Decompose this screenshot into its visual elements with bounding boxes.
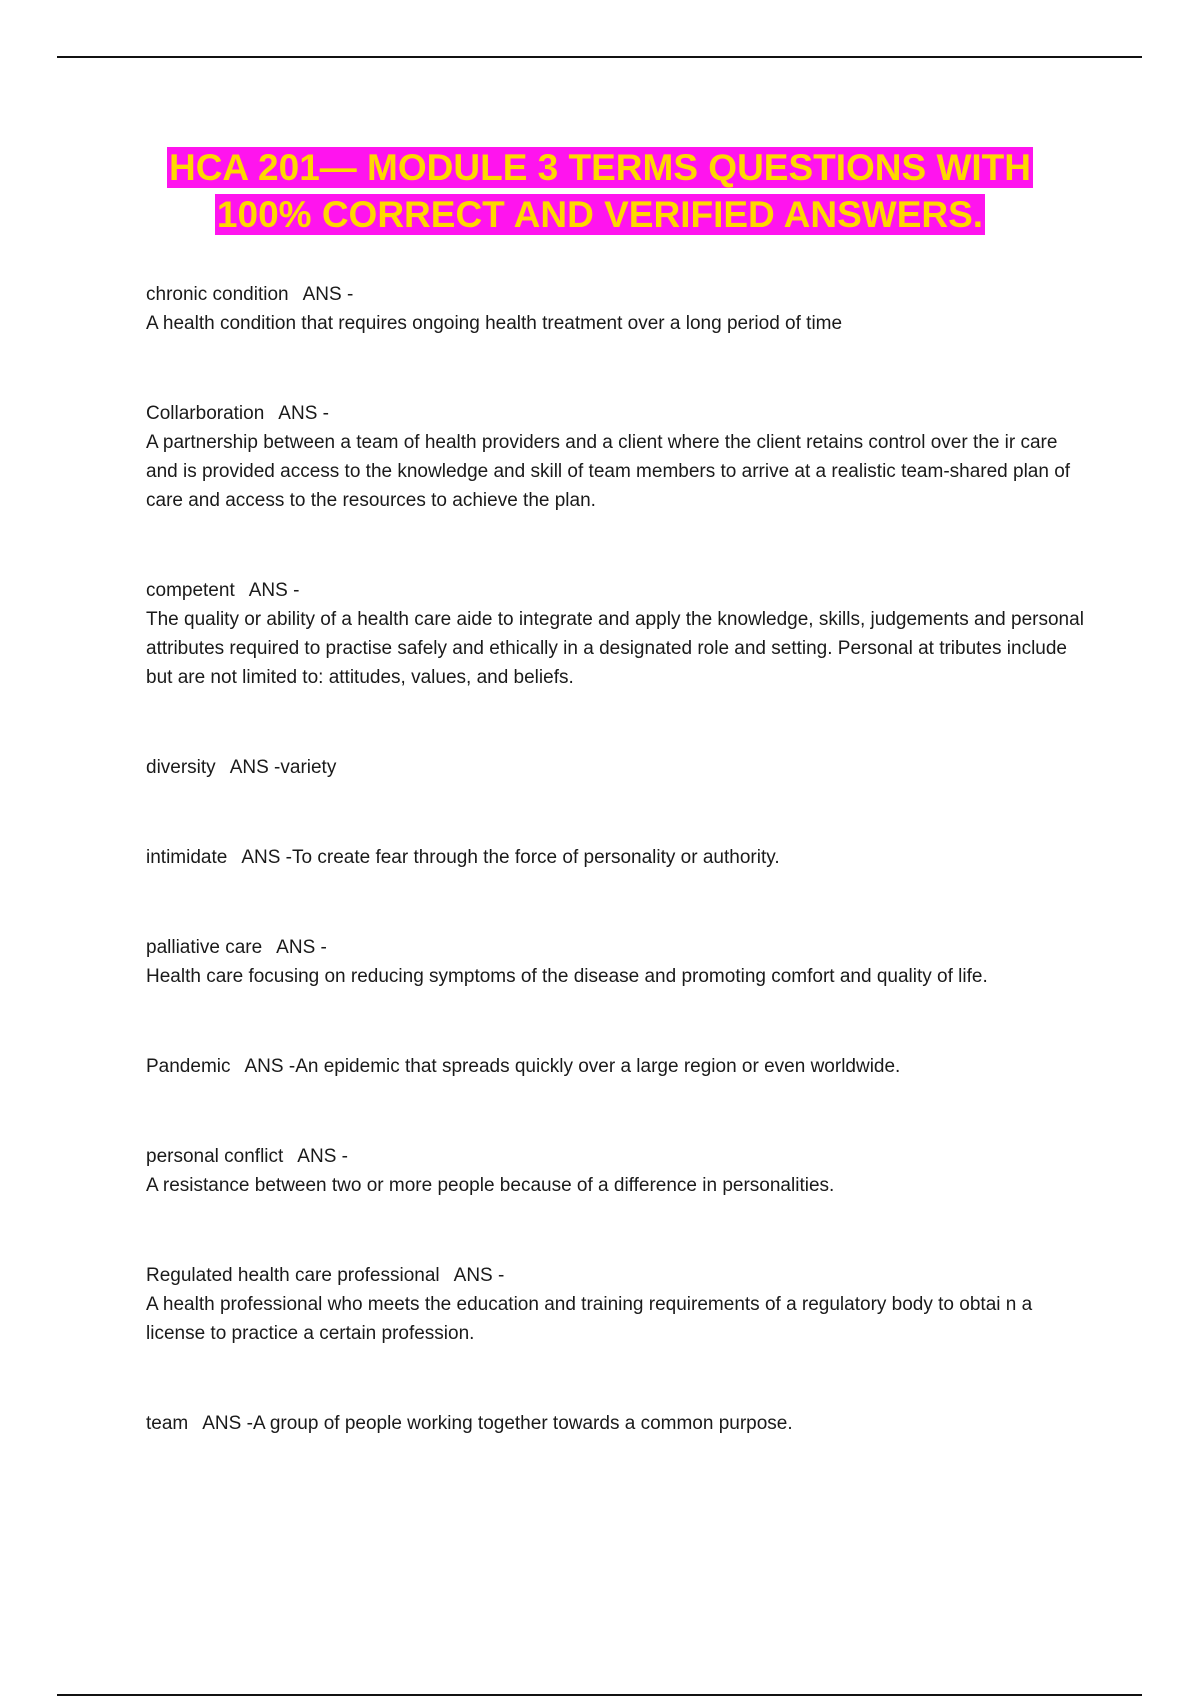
term-label: personal conflict	[146, 1146, 284, 1167]
ans-marker: ANS -	[241, 847, 293, 868]
list-item	[146, 1052, 1086, 1081]
term-definition: An epidemic that spreads quickly over a large region or even worldwide.	[295, 1056, 901, 1077]
page-top-rule	[57, 56, 1142, 58]
term-definition: To create fear through the force of personality or authority.	[292, 847, 780, 868]
term-definition: A health condition that requires ongoing health treatment over a long period of time	[146, 313, 843, 334]
term-label: team	[146, 1413, 189, 1434]
ans-marker: ANS -	[229, 757, 281, 778]
ans-marker: ANS -	[278, 403, 329, 424]
term-definition: A partnership between a team of health providers and a client where the client retains control over the ir care and is provided access to the knowledge and skill of team members to arrive at a realistic team-shared plan of care and access to the resources to achieve the plan.	[146, 432, 1071, 511]
term-label: chronic condition	[146, 284, 289, 305]
list-item	[146, 1142, 1086, 1200]
title-line-2: 100% CORRECT AND VERIFIED ANSWERS.	[216, 194, 984, 235]
term-definition: A group of people working together towards a common purpose.	[252, 1413, 793, 1434]
term-label: competent	[146, 580, 235, 601]
ans-marker: ANS -	[297, 1146, 348, 1167]
term-label: Pandemic	[146, 1056, 231, 1077]
list-item	[146, 1261, 1086, 1348]
terms-list	[146, 280, 1086, 1499]
list-item	[146, 280, 1086, 338]
list-item	[146, 399, 1086, 515]
ans-marker: ANS -	[302, 284, 354, 305]
term-label: Regulated health care professional	[146, 1265, 440, 1286]
term-definition: The quality or ability of a health care aide to integrate and apply the knowledge, skills, judgements and personal attributes required to practise safely and ethically in a designated role and setting. Personal at tributes include but are not limited to: attitudes, values, and beliefs.	[146, 609, 1084, 688]
list-item	[146, 1409, 1086, 1438]
ans-marker: ANS -	[453, 1265, 505, 1286]
term-definition: Health care focusing on reducing symptoms of the disease and promoting comfort and quality of life.	[146, 966, 988, 987]
term-label: Collarboration	[146, 403, 265, 424]
list-item	[146, 753, 1086, 782]
term-label: intimidate	[146, 847, 228, 868]
ans-marker: ANS -	[244, 1056, 296, 1077]
list-item	[146, 933, 1086, 991]
ans-marker: ANS -	[248, 580, 300, 601]
term-definition: A health professional who meets the education and training requirements of a regulatory body to obtai n a license to practice a certain profession.	[146, 1294, 1033, 1344]
list-item	[146, 843, 1086, 872]
list-item	[146, 576, 1086, 692]
term-label: palliative care	[146, 937, 263, 958]
title-line-1: HCA 201— MODULE 3 TERMS QUESTIONS WITH	[168, 147, 1032, 188]
term-definition: A resistance between two or more people because of a difference in personalities.	[146, 1175, 835, 1196]
term-label: diversity	[146, 757, 216, 778]
document-title	[100, 144, 1100, 238]
term-definition: variety	[280, 757, 337, 778]
page-bottom-rule	[57, 1694, 1142, 1696]
ans-marker: ANS -	[276, 937, 327, 958]
ans-marker: ANS -	[202, 1413, 253, 1434]
